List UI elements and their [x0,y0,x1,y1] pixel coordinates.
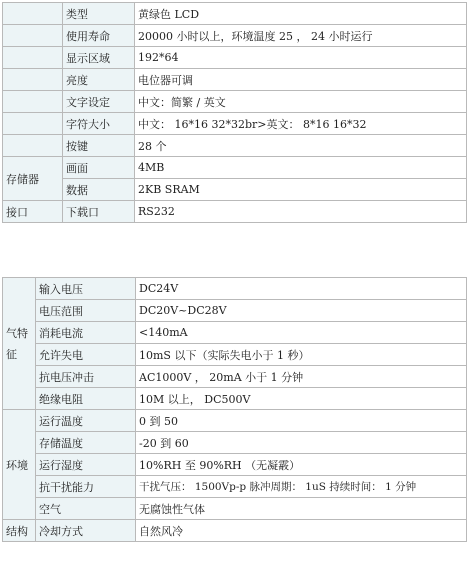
row-value: 192*64 [135,47,467,69]
table-row [3,498,467,520]
row-label: 运行湿度 [36,454,136,476]
row-label: 空气 [36,498,136,520]
row-label: 允许失电 [36,344,136,366]
group-label-line: 气特 [6,326,28,340]
table-row [3,135,467,157]
table-row [3,278,467,300]
row-value: RS232 [135,201,467,223]
group-cell-empty [3,69,63,91]
row-value: DC20V~DC28V [136,300,467,322]
row-value: 0 到 50 [136,410,467,432]
table-row [3,432,467,454]
row-label: 按键 [63,135,135,157]
group-label-environment: 环境 [3,410,36,520]
row-label: 抗干扰能力 [36,476,136,498]
table-row [3,179,467,201]
table-row [3,520,467,542]
row-value: 黄绿色 LCD [135,3,467,25]
row-label: 电压范围 [36,300,136,322]
group-cell-empty [3,113,63,135]
row-value: 10mS 以下（实际失电小于 1 秒） [136,344,467,366]
row-label: 下载口 [63,201,135,223]
row-value: 无腐蚀性气体 [136,498,467,520]
row-value: <140mA [136,322,467,344]
group-label-structure: 结构 [3,520,36,542]
row-label: 数据 [63,179,135,201]
row-label: 消耗电流 [36,322,136,344]
row-label: 输入电压 [36,278,136,300]
table-row [3,25,467,47]
row-value: 10%RH 至 90%RH （无凝霰） [136,454,467,476]
table-row [3,344,467,366]
table-row [3,322,467,344]
table-row [3,476,467,498]
row-value: DC24V [136,278,467,300]
group-cell-empty [3,91,63,113]
table-row [3,300,467,322]
row-label: 运行温度 [36,410,136,432]
group-cell-empty [3,3,63,25]
table-row [3,91,467,113]
table-row [3,3,467,25]
group-label-line: 征 [6,347,17,361]
row-value: 10M 以上， DC500V [136,388,467,410]
table-row [3,454,467,476]
group-label-storage: 存储器 [3,157,63,201]
row-value: 自然风冷 [136,520,467,542]
table-row [3,410,467,432]
table-row [3,388,467,410]
spec-table-electrical [2,277,467,542]
row-label: 字符大小 [63,113,135,135]
group-cell-empty [3,135,63,157]
row-label: 绝缘电阻 [36,388,136,410]
row-label: 存储温度 [36,432,136,454]
row-label: 文字设定 [63,91,135,113]
table-row [3,157,467,179]
row-value: 中文：简繁 / 英文 [135,91,467,113]
group-cell-empty [3,25,63,47]
table-row [3,47,467,69]
table-row [3,113,467,135]
row-value: 28 个 [135,135,467,157]
row-label: 亮度 [63,69,135,91]
row-label: 使用寿命 [63,25,135,47]
row-value: 2KB SRAM [135,179,467,201]
group-label-electrical [3,278,36,410]
spec-table-display [2,2,467,223]
group-label-interface: 接口 [3,201,63,223]
row-label: 类型 [63,3,135,25]
table-row [3,69,467,91]
row-value: 中文： 16*16 32*32br>英文： 8*16 16*32 [135,113,467,135]
group-cell-empty [3,47,63,69]
row-value: AC1000V ， 20mA 小于 1 分钟 [136,366,467,388]
row-value: 干扰气压： 1500Vp-p 脉冲周期： 1uS 持续时间： 1 分钟 [136,476,467,498]
row-value: -20 到 60 [136,432,467,454]
row-label: 冷却方式 [36,520,136,542]
row-value: 20000 小时以上，环境温度 25 ， 24 小时运行 [135,25,467,47]
row-value: 电位器可调 [135,69,467,91]
row-label: 抗电压冲击 [36,366,136,388]
row-label: 画面 [63,157,135,179]
row-value: 4MB [135,157,467,179]
table-row [3,366,467,388]
table-row [3,201,467,223]
row-label: 显示区域 [63,47,135,69]
